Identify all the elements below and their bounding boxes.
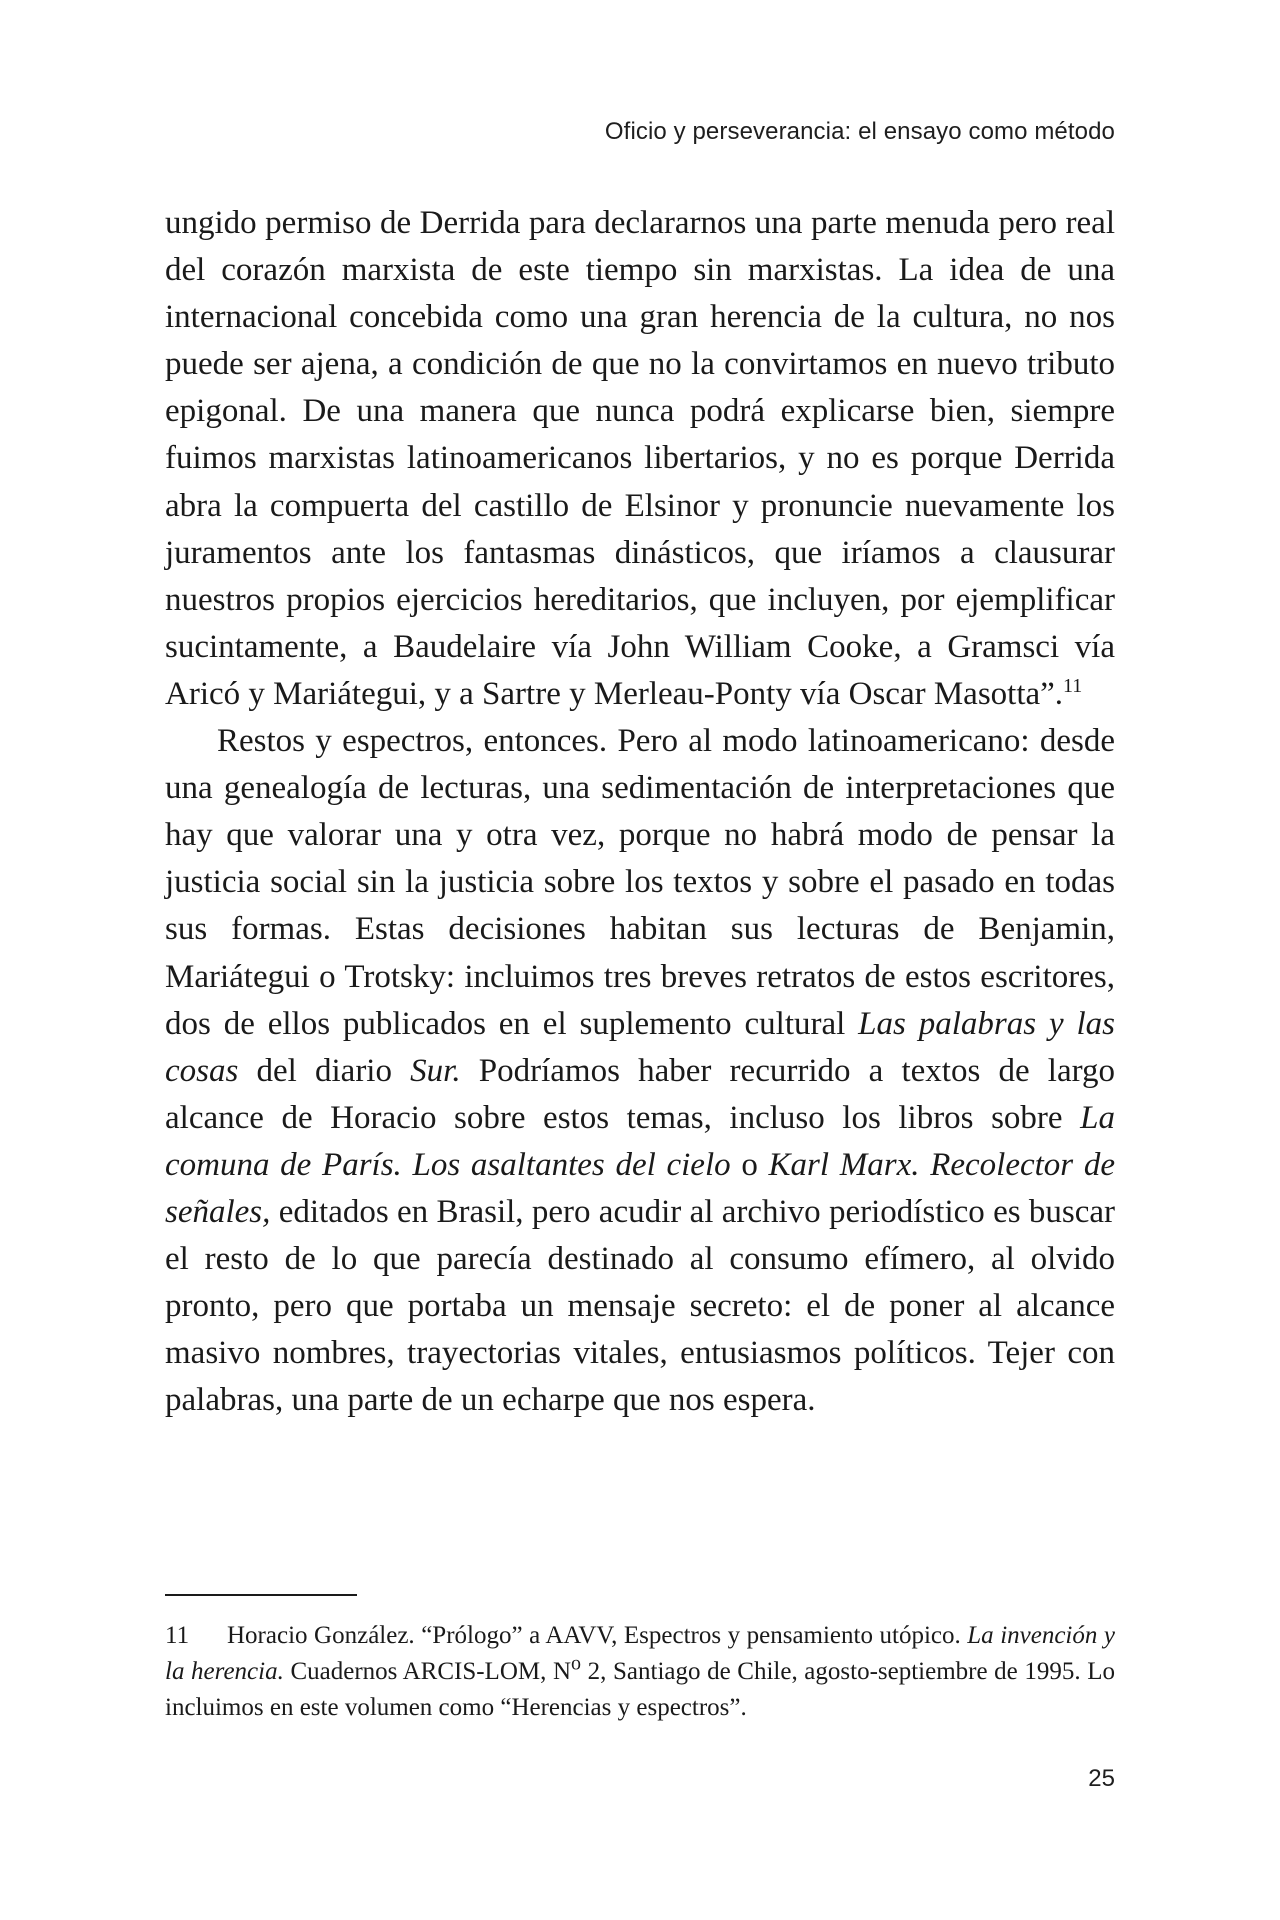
footnote-ref-11[interactable]: 11	[1063, 674, 1083, 697]
footnote-ordinal: o	[571, 1652, 582, 1675]
title-las-palabras-y-las-cosas: Las palabras y las cosas	[165, 1005, 1115, 1089]
footnote-text-b: Cuadernos ARCIS-LOM, N	[283, 1658, 572, 1685]
running-head: Oficio y perseverancia: el ensayo como método	[604, 118, 1115, 145]
footnote-text-a: Horacio González. “Prólogo” a AAVV, Espectros y pensamiento utópico.	[227, 1622, 968, 1649]
title-karl-marx: Karl Marx. Recolector de señales,	[165, 1146, 1115, 1230]
paragraph-2-text-c: Podríamos haber recurrido a textos de largo alcance de Horacio sobre estos temas, incluso los libros sobre	[165, 1052, 1115, 1136]
footnote-divider	[165, 1594, 357, 1596]
title-sur: Sur.	[410, 1052, 461, 1089]
title-la-comuna-de-paris: La comuna de París. Los asaltantes del cielo	[165, 1099, 1115, 1183]
footnote-number: 11	[165, 1622, 190, 1649]
paragraph-1-text: ungido permiso de Derrida para declararnos una parte menuda pero real del corazón marxista de este tiempo sin marxistas. La idea de una internacional concebida como una gran herencia de la cultura, no nos puede ser ajena, a condición de que no la convirtamos en nuevo tributo epigonal. De una manera que nunca podrá explicarse bien, siempre fuimos marxistas latinoamericanos libertarios, y no es porque Derrida abra la compuerta del castillo de Elsinor y pronuncie nuevamente los juramentos ante los fantasmas dinásticos, que iríamos a clausurar nuestros propios ejercicios hereditarios, que incluyen, por ejemplificar sucintamente, a Baudelaire vía John William Cooke, a Gramsci vía Aricó y Mariátegui, y a Sartre y Merleau-Ponty vía Oscar Masotta”.	[165, 205, 1115, 712]
paragraph-1	[165, 200, 1115, 718]
page-number: 25	[1088, 1765, 1115, 1792]
paragraph-2-text-d: o	[730, 1146, 769, 1183]
paragraph-2-text-b: del diario	[238, 1052, 411, 1089]
footnotes	[165, 1618, 1115, 1726]
body-text	[165, 200, 1115, 1424]
footnote-text-c: 2, Santiago de Chile, agosto-septiembre de 1995. Lo incluimos en este volumen como “Herencias y espectros”.	[165, 1658, 1116, 1721]
footnote-11	[165, 1618, 1115, 1726]
paragraph-2-text-a: Restos y espectros, entonces. Pero al modo latinoamericano: desde una genealogía de lecturas, una sedimentación de interpretaciones que hay que valorar una y otra vez, porque no habrá modo de pensar la justicia social sin la justicia sobre los textos y sobre el pasado en todas sus formas. Estas decisiones habitan sus lecturas de Benjamin, Mariátegui o Trotsky: incluimos tres breves retratos de estos escritores, dos de ellos publicados en el suplemento cultural	[165, 723, 1115, 1042]
footnote-italic-title: La invención y la herencia.	[165, 1622, 1115, 1685]
paragraph-2	[165, 718, 1115, 1424]
paragraph-2-text-e: editados en Brasil, pero acudir al archivo periodístico es buscar el resto de lo que parecía destinado al consumo efímero, al olvido pronto, pero que portaba un mensaje secreto: el de poner al alcance masivo nombres, trayectorias vitales, entusiasmos políticos. Tejer con palabras, una parte de un echarpe que nos espera.	[165, 1193, 1115, 1419]
